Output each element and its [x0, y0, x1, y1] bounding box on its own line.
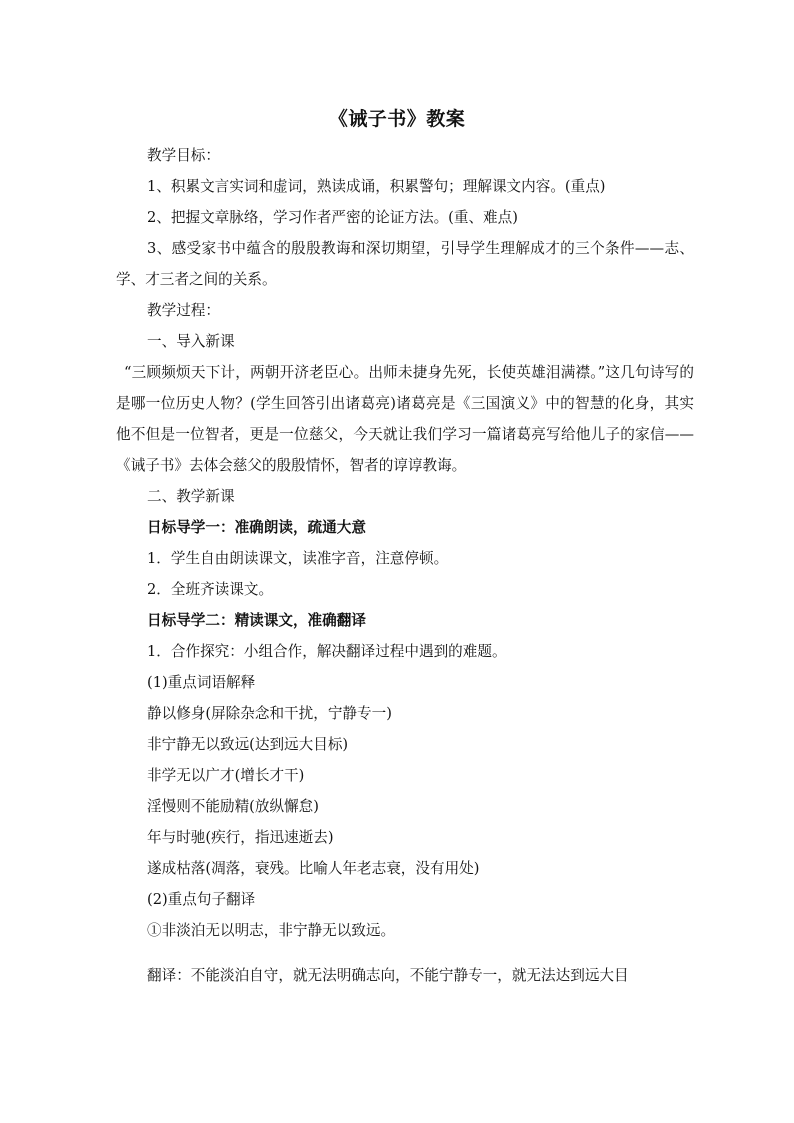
document-body [116, 140, 694, 991]
word-explanation: 遂成枯落(凋落，衰残。比喻人年老志衰，没有用处) [147, 860, 480, 877]
section-heading-objectives: 教学目标： [147, 147, 220, 164]
step-heading: 二、教学新课 [147, 488, 235, 505]
list-item: 1．学生自由朗读课文，读准字音，注意停顿。 [147, 550, 449, 567]
key-sentence: ①非淡泊无以明志，非宁静无以致远。 [147, 922, 396, 939]
guide-heading: 日标导学一：准确朗读，疏通大意 [147, 519, 366, 536]
section-heading-process: 教学过程： [147, 302, 220, 319]
word-explanation: 非宁静无以致远(达到远大目标) [147, 736, 349, 753]
step-heading: 一、导入新课 [147, 333, 235, 350]
objective-item: 3、感受家书中蕴含的殷殷教诲和深切期望，引导学生理解成才的三个条件——志、学、才三者之间的关系。 [116, 240, 694, 288]
list-item: 1．合作探究：小组合作，解决翻译过程中遇到的难题。 [147, 643, 507, 660]
translation-text: 翻译：不能淡泊自守，就无法明确志向，不能宁静专一，就无法达到远大目 [147, 967, 629, 984]
objective-item: 2、把握文章脉络，学习作者严密的论证方法。(重、难点) [147, 209, 518, 226]
word-explanation: 淫慢则不能励精(放纵懈怠) [147, 798, 319, 815]
guide-heading: 日标导学二：精读课文，准确翻译 [147, 612, 366, 629]
subsection-heading: (2)重点句子翻译 [147, 891, 256, 908]
word-explanation: 非学无以广才(增长才干) [147, 767, 305, 784]
word-explanation: 静以修身(屏除杂念和干扰，宁静专一) [147, 705, 392, 722]
word-explanation: 年与时驰(疾行，指迅速逝去) [147, 829, 334, 846]
intro-paragraph: “三顾频烦天下计，两朝开济老臣心。出师未捷身先死，长使英雄泪满襟。”这几句诗写的是哪一位历史人物？(学生回答引出诸葛亮)诸葛亮是《三国演义》中的智慧的化身，其实他不但是一位智者，更是一位慈父，今天就让我们学习一篇诸葛亮写给他儿子的家信——《诫子书》去体会慈父的殷殷情怀，智者的谆谆教诲。 [116, 364, 694, 474]
document-title: 《诫子书》教案 [328, 108, 466, 130]
objective-item: 1、积累文言实词和虚词，熟读成诵，积累警句；理解课文内容。(重点) [147, 178, 606, 195]
subsection-heading: (1)重点词语解释 [147, 674, 256, 691]
list-item: 2．全班齐读课文。 [147, 581, 274, 598]
